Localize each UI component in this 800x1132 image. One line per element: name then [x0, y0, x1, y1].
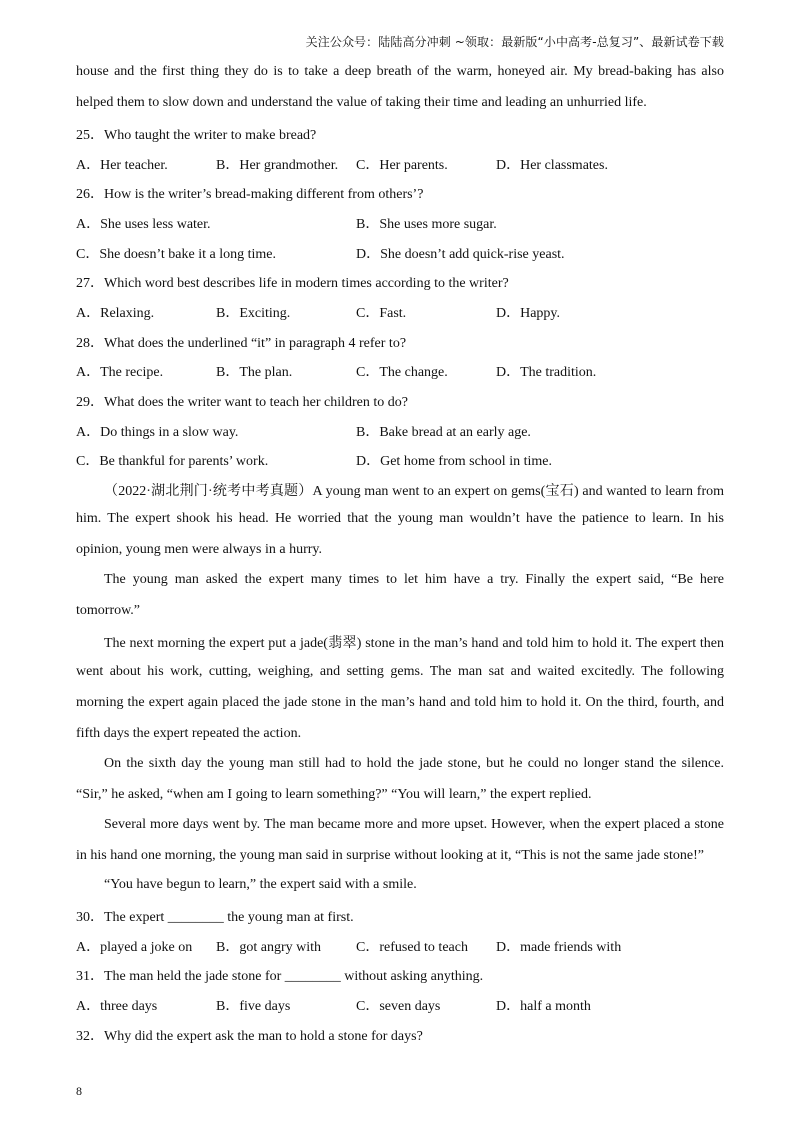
- passage-p2-line-2: tomorrow.”: [76, 603, 141, 618]
- passage-p1-line-1: （2022·湖北荆门·统考中考真题）A young man went to an expert on gems(宝石) and wanted to learn from: [104, 484, 724, 499]
- passage-p1-line-2: him. The expert shook his head. He worried that the young man wouldn’t have the patience to learn. In his: [76, 511, 724, 526]
- page-number: 8: [76, 1084, 82, 1098]
- q30-option-b: B．got angry with: [216, 940, 321, 955]
- q27-option-d: D．Happy.: [496, 306, 561, 321]
- passage-p3-line-4: fifth days the expert repeated the action.: [76, 726, 302, 741]
- q31-stem: 31．The man held the jade stone for ________ without asking anything.: [76, 969, 484, 984]
- q31-option-b: B．five days: [216, 999, 291, 1014]
- passage-p5-line-1: Several more days went by. The man became more and more upset. However, when the expert placed a stone: [104, 817, 724, 832]
- q28-option-d: D．The tradition.: [496, 365, 597, 380]
- q30-option-a: A．played a joke on: [76, 940, 193, 955]
- passage-p6: “You have begun to learn,” the expert said with a smile.: [104, 877, 417, 892]
- q26-option-b: B．She uses more sugar.: [356, 217, 497, 232]
- q25-option-b: B．Her grandmother.: [216, 158, 339, 173]
- intro-line-2: helped them to slow down and understand the value of taking their time and leading an unhurried life.: [76, 95, 647, 110]
- page-header: 关注公众号：陆陆高分冲刺 ~领取：最新版“小中高考-总复习”、最新试卷下载: [305, 35, 724, 49]
- q26-option-c: C．She doesn’t bake it a long time.: [76, 247, 276, 262]
- passage-p3-line-1: The next morning the expert put a jade(翡翠) stone in the man’s hand and told him to hold it. The expert then: [104, 636, 724, 651]
- q25-option-a: A．Her teacher.: [76, 158, 168, 173]
- q29-option-a: A．Do things in a slow way.: [76, 425, 239, 440]
- passage-p3-line-2: went about his work, cutting, weighing, and setting gems. The man sat and waited excitedly. The following: [76, 664, 724, 679]
- passage-p4-line-1: On the sixth day the young man still had to hold the jade stone, but he could no longer stand the silence.: [104, 756, 724, 771]
- passage-p2-line-1: The young man asked the expert many times to let him have a try. Finally the expert said, “Be here: [104, 572, 724, 587]
- q26-stem: 26．How is the writer’s bread-making different from others’?: [76, 187, 424, 202]
- q28-option-b: B．The plan.: [216, 365, 293, 380]
- q27-option-a: A．Relaxing.: [76, 306, 155, 321]
- q26-option-d: D．She doesn’t add quick-rise yeast.: [356, 247, 565, 262]
- q27-stem: 27．Which word best describes life in modern times according to the writer?: [76, 276, 509, 291]
- q28-option-c: C．The change.: [356, 365, 448, 380]
- q26-option-a: A．She uses less water.: [76, 217, 211, 232]
- q25-option-d: D．Her classmates.: [496, 158, 608, 173]
- q29-option-c: C．Be thankful for parents’ work.: [76, 454, 269, 469]
- q28-option-a: A．The recipe.: [76, 365, 164, 380]
- q25-option-c: C．Her parents.: [356, 158, 448, 173]
- q28-stem: 28．What does the underlined “it” in paragraph 4 refer to?: [76, 336, 407, 351]
- passage-p4-line-2: “Sir,” he asked, “when am I going to learn something?” “You will learn,” the expert replied.: [76, 787, 592, 802]
- q29-stem: 29．What does the writer want to teach her children to do?: [76, 395, 408, 410]
- q31-option-c: C．seven days: [356, 999, 441, 1014]
- q25-stem: 25．Who taught the writer to make bread?: [76, 128, 317, 143]
- q30-option-d: D．made friends with: [496, 940, 622, 955]
- q31-option-d: D．half a month: [496, 999, 591, 1014]
- q29-option-d: D．Get home from school in time.: [356, 454, 552, 469]
- passage-p5-line-2: in his hand one morning, the young man said in surprise without looking at it, “This is not the same jade stone!”: [76, 848, 704, 863]
- q30-option-c: C．refused to teach: [356, 940, 468, 955]
- q27-option-b: B．Exciting.: [216, 306, 291, 321]
- q30-stem: 30．The expert ________ the young man at first.: [76, 910, 354, 925]
- q32-stem: 32．Why did the expert ask the man to hold a stone for days?: [76, 1029, 423, 1044]
- passage-p3-line-3: morning the expert again placed the jade stone in the man’s hand and told him to hold it. On the third, fourth, and: [76, 695, 724, 710]
- q29-option-b: B．Bake bread at an early age.: [356, 425, 531, 440]
- intro-line-1: house and the first thing they do is to take a deep breath of the warm, honeyed air. My bread-baking has also: [76, 64, 724, 79]
- passage-p1-line-3: opinion, young men were always in a hurry.: [76, 542, 322, 557]
- q31-option-a: A．three days: [76, 999, 158, 1014]
- q27-option-c: C．Fast.: [356, 306, 407, 321]
